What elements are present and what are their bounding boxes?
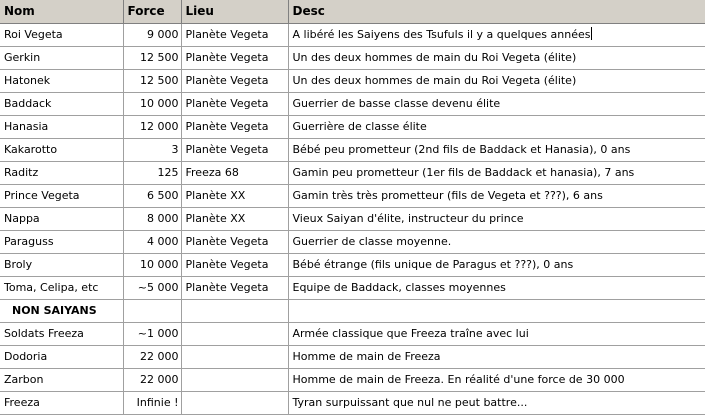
cell-nom[interactable]: Hatonek <box>0 70 123 93</box>
cell-lieu[interactable]: Planète XX <box>181 185 288 208</box>
column-header-force[interactable]: Force <box>123 0 181 24</box>
table-row <box>0 47 705 70</box>
cell-desc[interactable]: Bébé étrange (fils unique de Paragus et ???), 0 ans <box>288 254 705 277</box>
cell-empty[interactable] <box>288 300 705 323</box>
cell-force[interactable]: 3 <box>123 139 181 162</box>
cell-lieu[interactable]: Planète Vegeta <box>181 93 288 116</box>
cell-force[interactable]: 12 000 <box>123 116 181 139</box>
cell-force[interactable]: ~1 000 <box>123 323 181 346</box>
table-row <box>0 323 705 346</box>
cell-nom[interactable]: Baddack <box>0 93 123 116</box>
cell-nom[interactable]: Kakarotto <box>0 139 123 162</box>
header-row <box>0 0 705 24</box>
cell-desc[interactable]: Armée classique que Freeza traîne avec lui <box>288 323 705 346</box>
cell-empty[interactable] <box>181 300 288 323</box>
cell-force[interactable]: 10 000 <box>123 93 181 116</box>
section-label[interactable]: NON SAIYANS <box>0 300 123 323</box>
cell-lieu[interactable] <box>181 346 288 369</box>
cell-force[interactable]: 12 500 <box>123 70 181 93</box>
cell-force[interactable]: 12 500 <box>123 47 181 70</box>
table-row <box>0 392 705 415</box>
cell-desc[interactable]: Equipe de Baddack, classes moyennes <box>288 277 705 300</box>
cell-nom[interactable]: Toma, Celipa, etc <box>0 277 123 300</box>
table-row <box>0 369 705 392</box>
table-row <box>0 231 705 254</box>
cell-desc[interactable]: Guerrier de basse classe devenu élite <box>288 93 705 116</box>
table-row <box>0 70 705 93</box>
cell-desc[interactable]: Gamin peu prometteur (1er fils de Baddack et hanasia), 7 ans <box>288 162 705 185</box>
cell-desc[interactable]: Tyran surpuissant que nul ne peut battre... <box>288 392 705 415</box>
cell-force[interactable]: ~5 000 <box>123 277 181 300</box>
cell-force[interactable]: 8 000 <box>123 208 181 231</box>
cell-desc[interactable]: Bébé peu prometteur (2nd fils de Baddack et Hanasia), 0 ans <box>288 139 705 162</box>
cell-nom[interactable]: Freeza <box>0 392 123 415</box>
table-row <box>0 116 705 139</box>
cell-desc-active[interactable] <box>288 24 705 47</box>
cell-desc[interactable]: Un des deux hommes de main du Roi Vegeta (élite) <box>288 70 705 93</box>
table-row <box>0 139 705 162</box>
cell-desc[interactable]: Vieux Saiyan d'élite, instructeur du prince <box>288 208 705 231</box>
cell-lieu[interactable]: Planète Vegeta <box>181 47 288 70</box>
cell-desc[interactable]: Guerrière de classe élite <box>288 116 705 139</box>
cell-lieu[interactable]: Planète Vegeta <box>181 254 288 277</box>
cell-desc[interactable]: Homme de main de Freeza <box>288 346 705 369</box>
table-row <box>0 24 705 47</box>
table-row <box>0 93 705 116</box>
cell-lieu[interactable]: Planète Vegeta <box>181 24 288 47</box>
cell-lieu[interactable]: Planète Vegeta <box>181 139 288 162</box>
table-row <box>0 162 705 185</box>
cell-lieu[interactable] <box>181 369 288 392</box>
cell-force[interactable]: 22 000 <box>123 369 181 392</box>
cell-nom[interactable]: Prince Vegeta <box>0 185 123 208</box>
cell-nom[interactable]: Hanasia <box>0 116 123 139</box>
cell-force[interactable]: 22 000 <box>123 346 181 369</box>
cell-nom[interactable]: Nappa <box>0 208 123 231</box>
cell-force[interactable]: 6 500 <box>123 185 181 208</box>
cell-desc[interactable]: Homme de main de Freeza. En réalité d'une force de 30 000 <box>288 369 705 392</box>
cell-desc-text: A libéré les Saiyens des Tsufuls il y a quelques années <box>292 28 591 41</box>
cell-lieu[interactable]: Planète Vegeta <box>181 277 288 300</box>
cell-nom[interactable]: Dodoria <box>0 346 123 369</box>
table-row <box>0 208 705 231</box>
table-row <box>0 185 705 208</box>
table-row <box>0 277 705 300</box>
column-header-desc[interactable]: Desc <box>288 0 705 24</box>
cell-force[interactable]: Infinie ! <box>123 392 181 415</box>
cell-lieu[interactable]: Planète XX <box>181 208 288 231</box>
column-header-lieu[interactable]: Lieu <box>181 0 288 24</box>
section-row <box>0 300 705 323</box>
cell-lieu[interactable] <box>181 392 288 415</box>
cell-force[interactable]: 4 000 <box>123 231 181 254</box>
cell-desc[interactable]: Gamin très très prometteur (fils de Vegeta et ???), 6 ans <box>288 185 705 208</box>
text-cursor <box>591 27 592 40</box>
cell-desc[interactable]: Un des deux hommes de main du Roi Vegeta (élite) <box>288 47 705 70</box>
cell-force[interactable]: 9 000 <box>123 24 181 47</box>
cell-desc[interactable]: Guerrier de classe moyenne. <box>288 231 705 254</box>
cell-nom[interactable]: Paraguss <box>0 231 123 254</box>
cell-lieu[interactable] <box>181 323 288 346</box>
cell-empty[interactable] <box>123 300 181 323</box>
cell-force[interactable]: 125 <box>123 162 181 185</box>
cell-nom[interactable]: Zarbon <box>0 369 123 392</box>
column-header-nom[interactable]: Nom <box>0 0 123 24</box>
cell-lieu[interactable]: Planète Vegeta <box>181 116 288 139</box>
cell-lieu[interactable]: Planète Vegeta <box>181 231 288 254</box>
cell-nom[interactable]: Raditz <box>0 162 123 185</box>
cell-lieu[interactable]: Planète Vegeta <box>181 70 288 93</box>
table-row <box>0 346 705 369</box>
cell-nom[interactable]: Roi Vegeta <box>0 24 123 47</box>
cell-lieu[interactable]: Freeza 68 <box>181 162 288 185</box>
cell-nom[interactable]: Broly <box>0 254 123 277</box>
cell-force[interactable]: 10 000 <box>123 254 181 277</box>
table-row <box>0 254 705 277</box>
cell-nom[interactable]: Gerkin <box>0 47 123 70</box>
cell-nom[interactable]: Soldats Freeza <box>0 323 123 346</box>
